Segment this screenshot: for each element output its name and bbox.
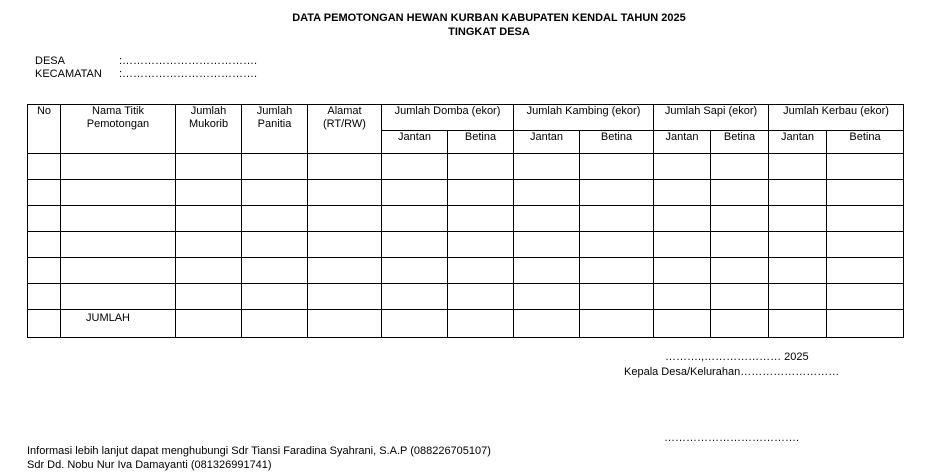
table-cell — [448, 258, 514, 284]
table-cell — [61, 180, 176, 206]
kecamatan-label: KECAMATAN — [35, 68, 102, 80]
sub-header-sapi-jantan: Jantan — [654, 131, 711, 154]
table-cell — [308, 154, 382, 180]
table-cell — [711, 258, 769, 284]
table-cell — [654, 154, 711, 180]
table-cell — [61, 258, 176, 284]
total-cell — [514, 310, 580, 338]
table-cell — [514, 206, 580, 232]
table-cell — [448, 284, 514, 310]
table-cell — [769, 180, 827, 206]
table-cell — [711, 154, 769, 180]
total-cell — [176, 310, 242, 338]
table-cell — [580, 206, 654, 232]
total-cell — [382, 310, 448, 338]
document-subtitle: TINGKAT DESA — [448, 26, 530, 38]
group-header-kambing: Jumlah Kambing (ekor) — [514, 105, 654, 131]
total-cell — [769, 310, 827, 338]
table-cell — [654, 232, 711, 258]
table-cell — [769, 258, 827, 284]
table-cell — [448, 180, 514, 206]
sub-header-domba-jantan: Jantan — [382, 131, 448, 154]
table-cell — [711, 180, 769, 206]
table-cell — [308, 232, 382, 258]
col-header-alamat: Alamat (RT/RW) — [308, 105, 382, 154]
table-cell — [176, 232, 242, 258]
table-cell — [514, 154, 580, 180]
col-header-nama-titik: Nama Titik Pemotongan — [61, 105, 176, 154]
table-cell — [176, 284, 242, 310]
table-cell — [242, 206, 308, 232]
table-cell — [448, 206, 514, 232]
table-cell — [711, 232, 769, 258]
sub-header-kambing-jantan: Jantan — [514, 131, 580, 154]
table-body — [28, 154, 904, 310]
table-row — [28, 258, 904, 284]
sub-header-kerbau-jantan: Jantan — [769, 131, 827, 154]
table-row — [28, 284, 904, 310]
table-cell — [827, 180, 904, 206]
sub-header-kambing-betina: Betina — [580, 131, 654, 154]
table-cell — [769, 232, 827, 258]
table-cell — [580, 180, 654, 206]
footer-contact-1: Informasi lebih lanjut dapat menghubungi Sdr Tiansi Faradina Syahrani, S.A.P (088226705107) — [27, 445, 491, 457]
table-cell — [242, 284, 308, 310]
table-cell — [711, 206, 769, 232]
table-cell — [580, 284, 654, 310]
table-cell — [242, 258, 308, 284]
table-cell — [176, 154, 242, 180]
table-cell — [580, 258, 654, 284]
table-cell — [242, 180, 308, 206]
table-cell — [827, 206, 904, 232]
table-cell — [827, 284, 904, 310]
total-cell — [711, 310, 769, 338]
table-cell — [654, 258, 711, 284]
table-cell — [769, 206, 827, 232]
col-header-no: No — [28, 105, 61, 154]
table-cell — [827, 154, 904, 180]
table-cell — [242, 232, 308, 258]
sub-header-kerbau-betina: Betina — [827, 131, 904, 154]
total-row — [28, 310, 904, 338]
table-cell — [827, 258, 904, 284]
table-cell — [654, 206, 711, 232]
table-cell — [382, 232, 448, 258]
desa-value: :………………………………. — [119, 55, 258, 67]
table-cell — [308, 284, 382, 310]
table-cell — [514, 284, 580, 310]
data-table — [27, 104, 904, 338]
table-cell — [514, 232, 580, 258]
table-row — [28, 154, 904, 180]
table-cell — [382, 284, 448, 310]
kecamatan-row — [35, 68, 257, 81]
total-cell — [242, 310, 308, 338]
table-cell — [308, 258, 382, 284]
sub-header-domba-betina: Betina — [448, 131, 514, 154]
table-cell — [382, 258, 448, 284]
table-cell — [654, 180, 711, 206]
table-cell — [28, 154, 61, 180]
desa-row — [35, 55, 257, 68]
table-cell — [382, 206, 448, 232]
table-cell — [711, 284, 769, 310]
signature-role: Kepala Desa/Kelurahan……………………… — [624, 366, 840, 378]
signature-line: ………………………………. — [664, 432, 800, 444]
table-cell — [769, 284, 827, 310]
total-cell — [308, 310, 382, 338]
group-header-kerbau: Jumlah Kerbau (ekor) — [769, 105, 904, 131]
table-cell — [176, 180, 242, 206]
table-cell — [448, 232, 514, 258]
table-cell — [308, 180, 382, 206]
table-cell — [448, 154, 514, 180]
table-cell — [382, 180, 448, 206]
table-cell — [61, 154, 176, 180]
table-cell — [61, 232, 176, 258]
table-cell — [28, 206, 61, 232]
group-header-domba: Jumlah Domba (ekor) — [382, 105, 514, 131]
total-cell-no — [28, 310, 61, 338]
sub-header-sapi-betina: Betina — [711, 131, 769, 154]
table-cell — [176, 206, 242, 232]
footer-contact-2: Sdr Dd. Nobu Nur Iva Damayanti (081326991741) — [27, 459, 272, 471]
table-row — [28, 206, 904, 232]
table-cell — [514, 180, 580, 206]
table-cell — [242, 154, 308, 180]
col-header-jumlah-panitia: Jumlah Panitia — [242, 105, 308, 154]
table-cell — [28, 284, 61, 310]
table-cell — [28, 180, 61, 206]
table-cell — [514, 258, 580, 284]
table-cell — [176, 258, 242, 284]
total-label: JUMLAH — [61, 310, 176, 338]
table-cell — [28, 258, 61, 284]
total-cell — [654, 310, 711, 338]
table-cell — [769, 154, 827, 180]
col-header-jumlah-mukorib: Jumlah Mukorib — [176, 105, 242, 154]
group-header-sapi: Jumlah Sapi (ekor) — [654, 105, 769, 131]
desa-label: DESA — [35, 55, 65, 67]
total-cell — [580, 310, 654, 338]
total-cell — [448, 310, 514, 338]
table-row — [28, 180, 904, 206]
signature-date: ……….,………………… 2025 — [665, 351, 809, 363]
table-row — [28, 232, 904, 258]
table-cell — [580, 154, 654, 180]
table-cell — [61, 206, 176, 232]
table-cell — [308, 206, 382, 232]
table-cell — [61, 284, 176, 310]
table-cell — [654, 284, 711, 310]
kecamatan-value: :………………………………. — [119, 68, 258, 80]
table-cell — [28, 232, 61, 258]
total-cell — [827, 310, 904, 338]
header-row-1 — [28, 105, 904, 131]
document-title: DATA PEMOTONGAN HEWAN KURBAN KABUPATEN KENDAL TAHUN 2025 — [292, 12, 686, 24]
table-cell — [382, 154, 448, 180]
table-cell — [827, 232, 904, 258]
table-cell — [580, 232, 654, 258]
